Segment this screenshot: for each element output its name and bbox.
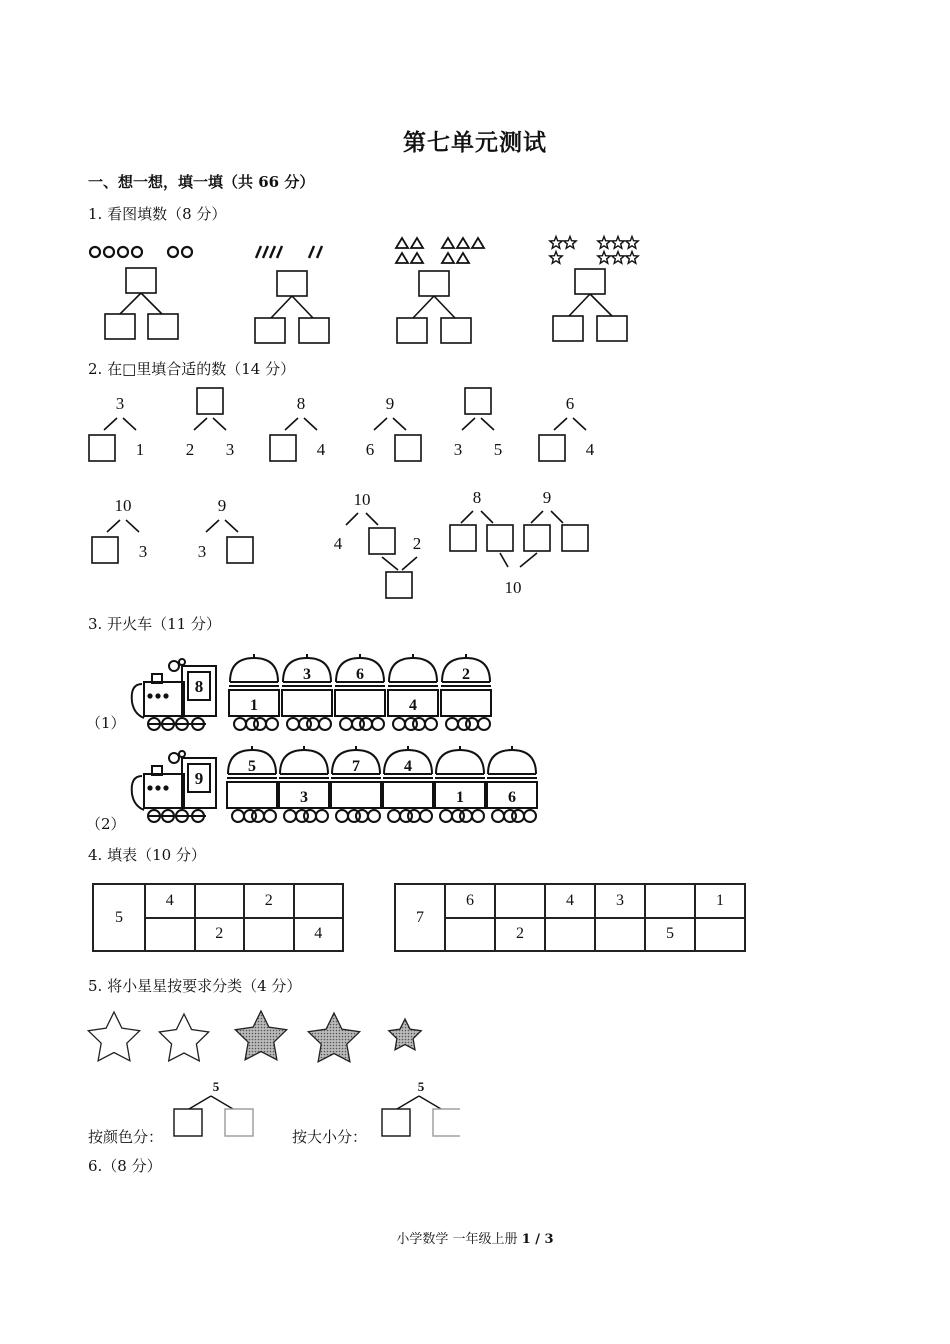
train-2-tag: （2） bbox=[86, 815, 126, 833]
bond-number: 10 bbox=[114, 496, 132, 515]
train-car bbox=[383, 746, 433, 822]
train bbox=[132, 654, 491, 730]
train-car bbox=[282, 654, 332, 730]
picture-number-bonds bbox=[80, 232, 680, 347]
table-cell[interactable]: 2 bbox=[495, 918, 545, 952]
bond-number: 3 bbox=[138, 542, 148, 561]
by-size-label: 按大小分： bbox=[292, 1128, 368, 1146]
train-number: 5 bbox=[248, 758, 256, 775]
bond-number: 4 bbox=[333, 534, 343, 553]
table-cell[interactable]: 1 bbox=[695, 884, 745, 918]
answer-box[interactable] bbox=[89, 435, 115, 461]
number-bond bbox=[89, 394, 144, 461]
train-car bbox=[331, 746, 381, 822]
page-number: 1 / 3 bbox=[521, 1232, 554, 1247]
answer-box[interactable] bbox=[197, 388, 223, 414]
classification-bond bbox=[174, 1079, 253, 1136]
table-cell[interactable] bbox=[645, 884, 695, 918]
bond-number: 10 bbox=[353, 490, 371, 509]
page-title: 第七单元测试 bbox=[403, 129, 547, 156]
page-footer bbox=[0, 1228, 950, 1247]
train-car bbox=[279, 746, 329, 822]
answer-box[interactable] bbox=[369, 528, 395, 554]
table-cell[interactable] bbox=[545, 918, 595, 952]
answer-box[interactable] bbox=[92, 537, 118, 563]
bond-number: 9 bbox=[542, 488, 552, 507]
train-number: 3 bbox=[303, 666, 311, 683]
question-6-label: 6.（8 分） bbox=[88, 1157, 162, 1175]
outline-star-icon bbox=[159, 1014, 208, 1061]
train-engine-icon bbox=[132, 751, 216, 822]
table-cell[interactable] bbox=[145, 918, 195, 952]
bond-number: 2 bbox=[185, 440, 195, 459]
bond-number: 9 bbox=[385, 394, 395, 413]
table-cell[interactable]: 2 bbox=[195, 918, 245, 952]
answer-box[interactable] bbox=[539, 435, 565, 461]
train-number: 9 bbox=[194, 769, 204, 788]
number-bond bbox=[92, 496, 147, 563]
question-4-label: 4. 填表（10 分） bbox=[88, 846, 206, 864]
answer-box[interactable] bbox=[465, 388, 491, 414]
train-number: 6 bbox=[356, 666, 364, 683]
question-3-label: 3. 开火车（11 分） bbox=[88, 615, 221, 633]
train-number: 6 bbox=[508, 789, 516, 806]
by-color-label: 按颜色分： bbox=[88, 1128, 164, 1146]
number-bond bbox=[270, 394, 326, 461]
answer-box[interactable] bbox=[433, 1109, 460, 1136]
small-shaded-star-icon bbox=[389, 1019, 421, 1050]
bond-number: 1 bbox=[135, 440, 145, 459]
table-cell[interactable]: 2 bbox=[244, 884, 294, 918]
train-car bbox=[388, 654, 438, 730]
table-cell[interactable] bbox=[195, 884, 245, 918]
bond-number: 10 bbox=[504, 578, 522, 597]
train bbox=[132, 746, 537, 822]
table-cell[interactable]: 4 bbox=[145, 884, 195, 918]
train-number: 1 bbox=[456, 789, 464, 806]
train-car bbox=[435, 746, 485, 822]
question-2-label: 2. 在□里填合适的数（14 分） bbox=[88, 360, 296, 378]
number-bond bbox=[539, 394, 595, 461]
slash-icon bbox=[256, 246, 322, 258]
answer-box[interactable] bbox=[487, 525, 513, 551]
bond-number: 8 bbox=[296, 394, 306, 413]
table-cell[interactable]: 4 bbox=[545, 884, 595, 918]
train-number: 4 bbox=[409, 697, 417, 714]
answer-box[interactable] bbox=[386, 572, 412, 598]
bond-number: 8 bbox=[472, 488, 482, 507]
number-bond-exercises bbox=[80, 385, 620, 600]
number-bond bbox=[186, 388, 235, 459]
answer-box[interactable] bbox=[227, 537, 253, 563]
fill-table-2 bbox=[394, 883, 746, 952]
bond-number: 9 bbox=[217, 496, 227, 515]
table-cell[interactable] bbox=[445, 918, 495, 952]
train-number: 1 bbox=[250, 697, 258, 714]
answer-box[interactable] bbox=[524, 525, 550, 551]
table-cell[interactable] bbox=[695, 918, 745, 952]
bond-number: 3 bbox=[453, 440, 463, 459]
number-bond bbox=[198, 496, 253, 563]
fill-table-1 bbox=[92, 883, 344, 952]
bond-number: 3 bbox=[225, 440, 235, 459]
footer-subject: 小学数学 一年级上册 bbox=[396, 1232, 518, 1247]
table-cell[interactable]: 3 bbox=[595, 884, 645, 918]
train-car bbox=[227, 746, 277, 822]
star-icon bbox=[550, 237, 638, 264]
number-bond bbox=[366, 394, 421, 461]
train-number: 3 bbox=[300, 789, 308, 806]
answer-box[interactable] bbox=[225, 1109, 253, 1136]
train-engine-icon bbox=[132, 659, 216, 730]
number-bond-combo bbox=[450, 488, 588, 597]
answer-box[interactable] bbox=[562, 525, 588, 551]
table-cell[interactable]: 5 bbox=[645, 918, 695, 952]
section-heading: 一、想一想，填一填（共 66 分） bbox=[88, 173, 315, 191]
table-cell[interactable] bbox=[495, 884, 545, 918]
train-car bbox=[487, 746, 537, 822]
answer-box[interactable] bbox=[270, 435, 296, 461]
shaded-star-icon bbox=[308, 1013, 359, 1062]
train-number: 8 bbox=[194, 677, 204, 696]
number-bond bbox=[454, 388, 503, 459]
answer-box[interactable] bbox=[174, 1109, 202, 1136]
bond-number: 2 bbox=[412, 534, 422, 553]
question-1-label: 1. 看图填数（8 分） bbox=[88, 205, 227, 223]
bond-number: 5 bbox=[493, 440, 503, 459]
train-car bbox=[441, 654, 491, 730]
number-bond-combo bbox=[334, 490, 422, 598]
answer-box[interactable] bbox=[395, 435, 421, 461]
train-car bbox=[335, 654, 385, 730]
table-cell[interactable] bbox=[244, 918, 294, 952]
bond-number: 6 bbox=[365, 440, 375, 459]
table-cell[interactable]: 6 bbox=[445, 884, 495, 918]
answer-box[interactable] bbox=[382, 1109, 410, 1136]
bond-diagrams bbox=[105, 268, 627, 343]
table-cell[interactable] bbox=[294, 884, 344, 918]
bond-number: 3 bbox=[115, 394, 125, 413]
bond-number: 4 bbox=[316, 440, 326, 459]
classification-bond bbox=[382, 1079, 460, 1136]
table-cell[interactable] bbox=[595, 918, 645, 952]
outline-star-icon bbox=[88, 1012, 139, 1061]
train-car bbox=[229, 654, 279, 730]
train-exercises bbox=[80, 640, 540, 840]
bond-number: 6 bbox=[565, 394, 575, 413]
train-number: 4 bbox=[404, 758, 412, 775]
question-5-label: 5. 将小星星按要求分类（4 分） bbox=[88, 977, 302, 995]
table-head: 7 bbox=[395, 884, 445, 951]
train-1-tag: （1） bbox=[86, 714, 126, 732]
bond-number: 5 bbox=[417, 1079, 425, 1094]
triangle-icon bbox=[396, 238, 484, 263]
table-head: 5 bbox=[93, 884, 145, 951]
answer-box[interactable] bbox=[450, 525, 476, 551]
circle-icon bbox=[90, 247, 192, 257]
train-number: 7 bbox=[352, 758, 360, 775]
bond-number: 3 bbox=[197, 542, 207, 561]
bond-number: 4 bbox=[585, 440, 595, 459]
bond-number: 5 bbox=[212, 1079, 220, 1094]
train-number: 2 bbox=[462, 666, 470, 683]
shaded-star-icon bbox=[235, 1011, 286, 1060]
table-cell[interactable]: 4 bbox=[294, 918, 344, 952]
